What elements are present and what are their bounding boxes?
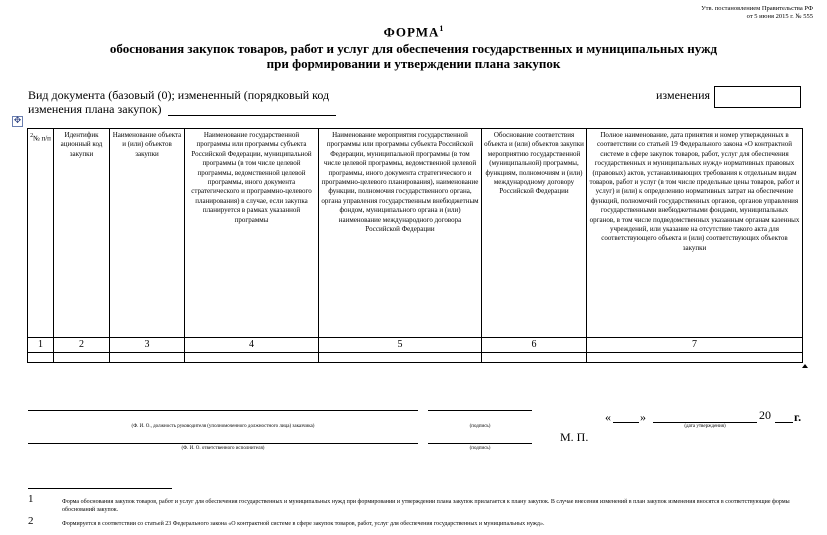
column-number-1: 1	[28, 338, 54, 353]
stamp-label: М. П.	[560, 430, 589, 444]
table-cell[interactable]	[587, 353, 803, 363]
form-subtitle-line-1: обоснования закупок товаров, работ и услуг для обеспечения государственных и муниципальных нужд	[109, 41, 718, 56]
document-type-line-1: Вид документа (базовый (0); измененный (порядковый код	[28, 88, 330, 102]
column-number-7: 7	[587, 338, 803, 353]
form-subtitle	[0, 41, 827, 71]
form-subtitle-line-2: при формировании и утверждении плана закупок	[266, 56, 561, 71]
changes-label: изменения	[656, 88, 711, 102]
head-signature-line	[428, 410, 532, 411]
executor-name-caption: (Ф. И. О. ответственного исполнителя)	[181, 446, 265, 451]
column-number-4: 4	[185, 338, 319, 353]
date-year-line[interactable]	[775, 422, 793, 423]
column-number-2: 2	[54, 338, 110, 353]
footnote-2-text: Формируется в соответствии со статьей 23 Федерального закона «О контрактной системе в сфере закупок товаров, работ, услуг для обеспечения государственных и муниципальных нужд».	[62, 521, 545, 527]
document-type-label	[28, 88, 358, 116]
head-signature-caption: (подпись)	[469, 424, 491, 429]
form-title	[0, 24, 827, 40]
footnote-2-mark: 2	[28, 515, 34, 527]
column-number-3: 3	[110, 338, 185, 353]
table-cell[interactable]	[54, 353, 110, 363]
head-name-line	[28, 410, 418, 411]
form-title-text: ФОРМА	[383, 24, 440, 40]
header-cell-object-name: Наименование объекта и (или) объектов закупки	[110, 129, 185, 338]
table-cell[interactable]	[185, 353, 319, 363]
table-cell[interactable]	[28, 353, 54, 363]
table-header-row	[28, 129, 803, 338]
table-data-row	[28, 353, 803, 363]
table-cell[interactable]	[110, 353, 185, 363]
form-title-footnote-ref: 1	[439, 24, 444, 33]
footnote-1	[28, 493, 804, 514]
footnote-1-mark: 1	[28, 493, 34, 505]
date-month-line[interactable]	[653, 422, 757, 423]
table-cell[interactable]	[482, 353, 587, 363]
header-cell-purchase-id: Идентифик ационный код закупки	[54, 129, 110, 338]
justification-table	[27, 128, 803, 363]
document-type-underline	[168, 115, 336, 116]
approval-note	[701, 5, 813, 21]
date-open-quote: «	[605, 410, 611, 424]
row-resize-marker-icon	[802, 364, 808, 368]
approval-note-line-2: от 5 июня 2015 г. № 555	[746, 13, 813, 20]
date-year-prefix: 20	[759, 408, 771, 422]
footnote-2	[28, 515, 804, 528]
executor-signature-caption: (подпись)	[469, 446, 491, 451]
header-cell-event-name: Наименование мероприятия государственной программы или программы субъекта Российской Федерации, муниципальной программы (в том числе целевой программы, ведомственной целевой программы, иного документа стратегического и программно-целевого планирования), наименование функции, полномочия государственного органа, органа управления государственным внебюджетным фондом, муниципального органа и (или) наименование международного договора Российской Федерации	[319, 129, 482, 338]
executor-signature-line	[428, 443, 532, 444]
header-cell-justification: Обоснование соответствия объекта и (или) объектов закупки мероприятию государственной (муниципальной) программы, функциям, полномочиям и (или) международному договору Российской Федерации	[482, 129, 587, 338]
date-day-line[interactable]	[613, 422, 639, 423]
column-number-5: 5	[319, 338, 482, 353]
head-name-caption: (Ф. И. О., должность руководителя (уполномоченного должностного лица) заказчика)	[131, 424, 315, 429]
footnote-1-text: Форма обоснования закупок товаров, работ и услуг для обеспечения государственных и муниципальных нужд при формировании и утверждении плана закупок прилагается к плану закупок. В случае внесения изменений в план закупок изменения вносятся в соответствующие формы обоснований закупок.	[62, 499, 790, 513]
table-cell[interactable]	[319, 353, 482, 363]
column-number-6: 6	[482, 338, 587, 353]
document-type-line-2: изменения плана закупок)	[28, 102, 162, 116]
header-cell-normative-acts: Полное наименование, дата принятия и номер утвержденных в соответствии со статьей 19 Федерального закона «О контрактной системе в сфере закупок товаров, работ, услуг для обеспечения государственных и муниципальных нужд» нормативных правовых (правовых) актов, устанавливающих требования к отдельным видам товаров, работ и услуг (в том числе предельные цены товаров, работ и услуг) и (или) к определению нормативных затрат на обеспечение функций, полномочий государственных органов, органов управления государственными внебюджетными фондами, муниципальных органов, в том числе подведомственных указанным органам казенных учреждений, или указание на отсутствие такого акта для соответствующего объекта и (или) соответствующих объектов закупки	[587, 129, 803, 338]
header-number-label: № п/п	[33, 134, 51, 143]
header-cell-number	[28, 129, 54, 338]
date-close-quote: »	[640, 410, 646, 424]
header-cell-program-name: Наименование государственной программы или программы субъекта Российской Федерации, муниципальной программы (в том числе целевой программы, ведомственной целевой программы, иного документа стратегического и программно-целевого планирования) в случае, если закупка планируется в рамках указанной программы	[185, 129, 319, 338]
date-year-suffix: г.	[794, 410, 802, 424]
footnote-separator	[28, 488, 172, 489]
approval-note-line-1: Утв. постановлением Правительства РФ	[701, 5, 813, 12]
table-move-handle-icon[interactable]: ✥	[13, 116, 22, 126]
change-code-input[interactable]	[714, 86, 801, 108]
executor-name-line	[28, 443, 418, 444]
date-caption: (дата утверждения)	[684, 424, 726, 429]
header-footnote-ref: 2	[30, 133, 34, 139]
column-numbers-row	[28, 338, 803, 353]
